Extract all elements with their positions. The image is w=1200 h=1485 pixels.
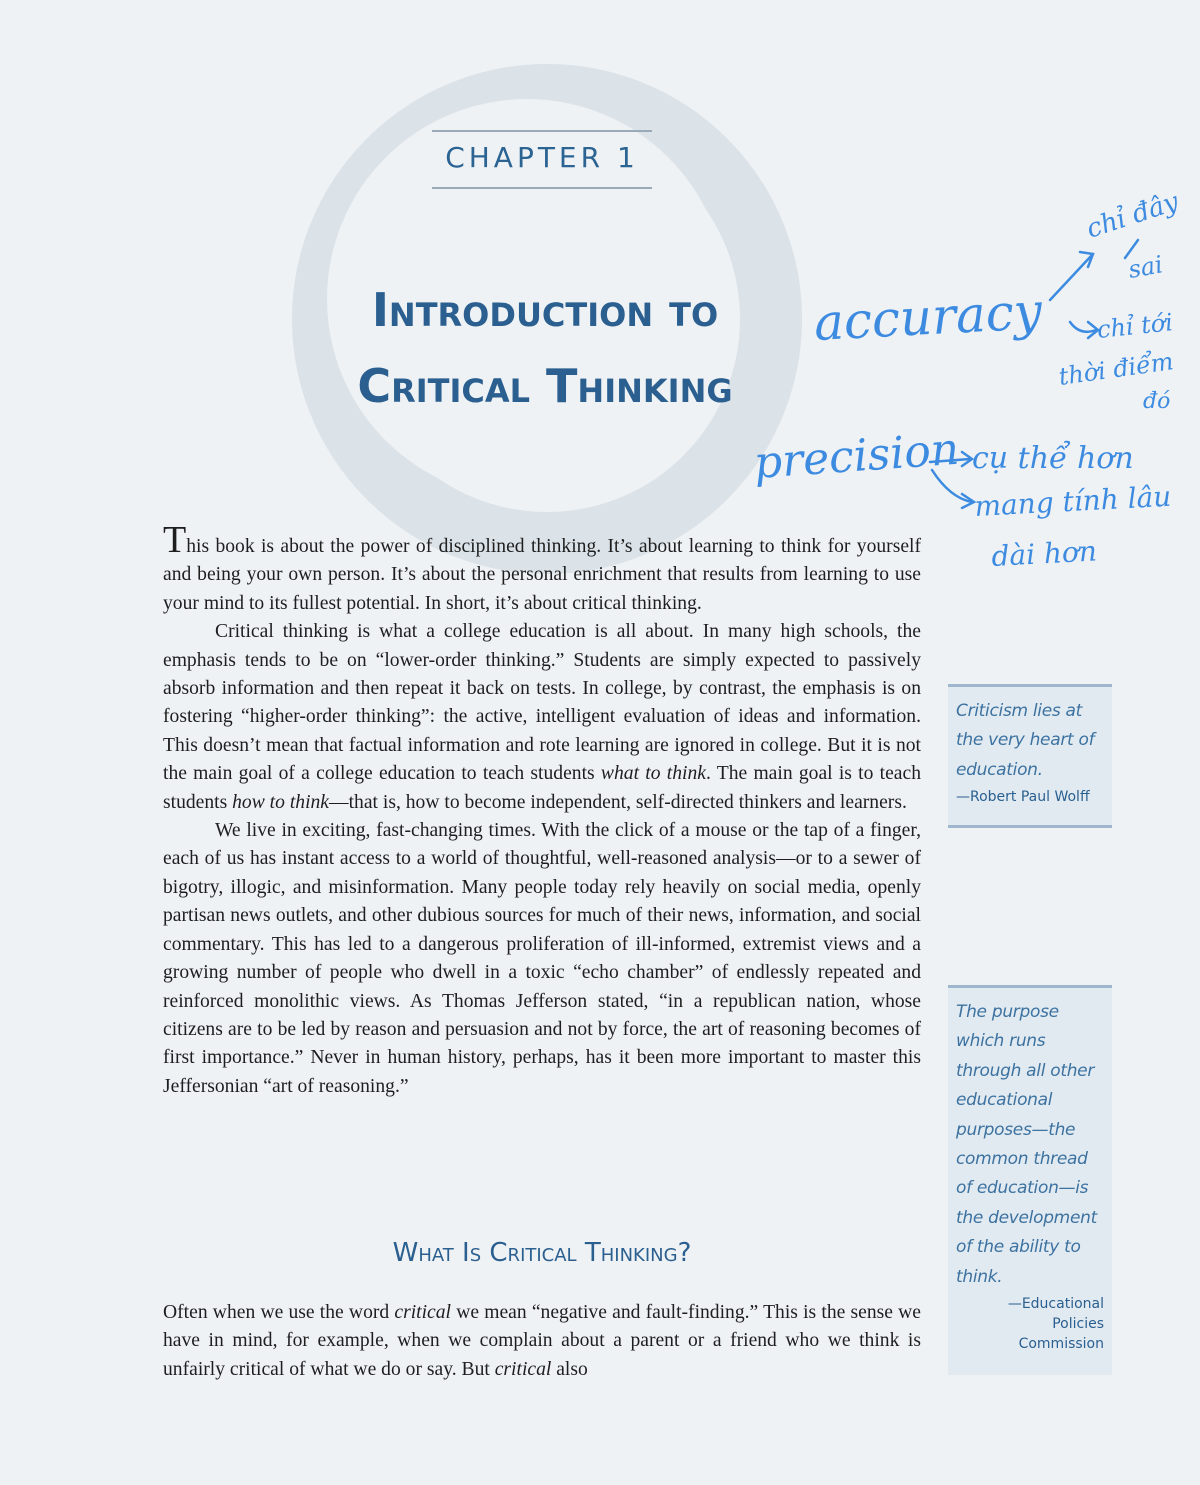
chapter-title-line1: Introduction to: [371, 283, 719, 337]
handwriting-thoi-diem: thời điểm: [1056, 347, 1176, 391]
quote-2-attribution: [956, 1294, 1104, 1354]
sidebar-quote-2: [948, 985, 1112, 1375]
paragraph-2: [163, 618, 921, 817]
chapter-rule-bottom: [432, 187, 652, 189]
emphasis-how-to-think: how to think: [232, 791, 330, 813]
body-text: [163, 519, 921, 1101]
handwriting-arrows: [930, 240, 1138, 508]
arrowhead-chi-toi: [1088, 322, 1098, 338]
quote-1-attribution: —Robert Paul Wolff: [956, 789, 1090, 806]
handwriting-chi-toi: chỉ tới: [1095, 308, 1175, 344]
paragraph-1-text: his book is about the power of disciplined thinking. It’s about learning to think for yourself and being your own person. It’s about the personal enrichment that results from learning to use your mind to its fullest potential. In short, it’s about critical thinking.: [163, 536, 921, 614]
section-heading: What Is Critical Thinking?: [392, 1238, 692, 1268]
arrow-to-mang-tinh: [932, 470, 972, 502]
section-text-b: we mean “negative and fault-finding.” This is the sense we have in mind, for example, when we complain about a parent or a friend who we think is unfairly critical of what we do or say. But: [163, 1302, 921, 1380]
quote-2-text: The purpose which runs through all other educational purposes—the common thread of education—is the development of the ability to think.: [956, 1002, 1097, 1287]
section-body-text: [163, 1299, 921, 1384]
chapter-rule-top: [432, 130, 652, 132]
handwriting-cu-the-hon: cụ thể hơn: [972, 441, 1134, 476]
quote-2-attribution-line1: —Educational: [1007, 1296, 1104, 1313]
emphasis-what-to-think: what to think: [600, 763, 706, 785]
paragraph-2-text-a: Critical thinking is what a college education is all about. In many high schools, the emphasis tends to be on “lower-order thinking.” Students are simply expected to passively absorb information and then repeat it back on tests. In college, by contrast, the emphasis is on fostering “higher-order thinking”: the active, intelligent evaluation of ideas and information. This doesn’t mean that factual information and rote learning are ignored in college. But it is not the main goal of a college education to teach students: [163, 621, 921, 785]
drop-cap: T: [163, 519, 187, 561]
chapter-title: [300, 272, 790, 424]
quote-1-text: Criticism lies at the very heart of education.: [956, 701, 1095, 780]
handwriting-precision: precision: [752, 423, 961, 489]
quote-2-attribution-line3: Commission: [1018, 1336, 1104, 1353]
arrow-to-chi-day: [1050, 255, 1092, 300]
emphasis-critical-2: critical: [494, 1358, 552, 1380]
arrow-to-chi-toi: [1070, 322, 1096, 332]
handwriting-chi-day: chỉ đây: [1082, 186, 1183, 245]
handwriting-mang-tinh: mang tính lâu: [973, 479, 1173, 523]
emphasis-critical-1: critical: [394, 1302, 451, 1323]
section-text-a: Often when we use the word: [163, 1302, 395, 1323]
arrowhead-cu-the-hon: [962, 452, 972, 466]
handwriting-dai-hon: dài hơn: [990, 534, 1098, 573]
section-text-c: also: [551, 1358, 588, 1380]
paragraph-2-text-b: . The main goal is to teach students: [163, 763, 921, 813]
quote-2-attribution-line2: Policies: [1052, 1316, 1104, 1333]
handwriting-do: đó: [1143, 389, 1171, 414]
paragraph-3: We live in exciting, fast-changing times. With the click of a mouse or the tap of a finger, each of us has instant access to a world of thoughtful, well-reasoned analysis—or to a sewer of bigotry, illogic, and misinformation. Many people today rely heavily on social media, openly partisan news outlets, and other dubious sources for much of their news, information, and social commentary. This has led to a dangerous proliferation of ill-informed, extremist views and a growing number of people who dwell in a toxic “echo chamber” of endlessly repeated and reinforced monolithic views. As Thomas Jefferson stated, “in a republican nation, whose citizens are to be led by reason and persuasion and not by force, the art of reasoning becomes of first importance.” Never in human history, perhaps, has it been more important to master this Jeffersonian “art of reasoning.”: [163, 820, 921, 1097]
paragraph-1: [163, 519, 921, 618]
handwriting-accuracy: accuracy: [812, 282, 1044, 352]
paragraph-2-text-c: —that is, how to become independent, self-directed thinkers and learners.: [329, 791, 907, 813]
arrow-to-cu-the-hon: [930, 459, 970, 462]
sidebar-quote-1: [948, 684, 1112, 828]
handwriting-sai: sai: [1126, 250, 1165, 284]
arrowhead-chi-day: [1080, 252, 1093, 267]
section-paragraph-1: [163, 1299, 921, 1384]
arrowhead-mang-tinh: [962, 494, 974, 508]
chapter-label: CHAPTER 1: [445, 141, 639, 174]
slash-mark: [1125, 240, 1138, 258]
chapter-title-line2: Critical Thinking: [357, 359, 733, 413]
